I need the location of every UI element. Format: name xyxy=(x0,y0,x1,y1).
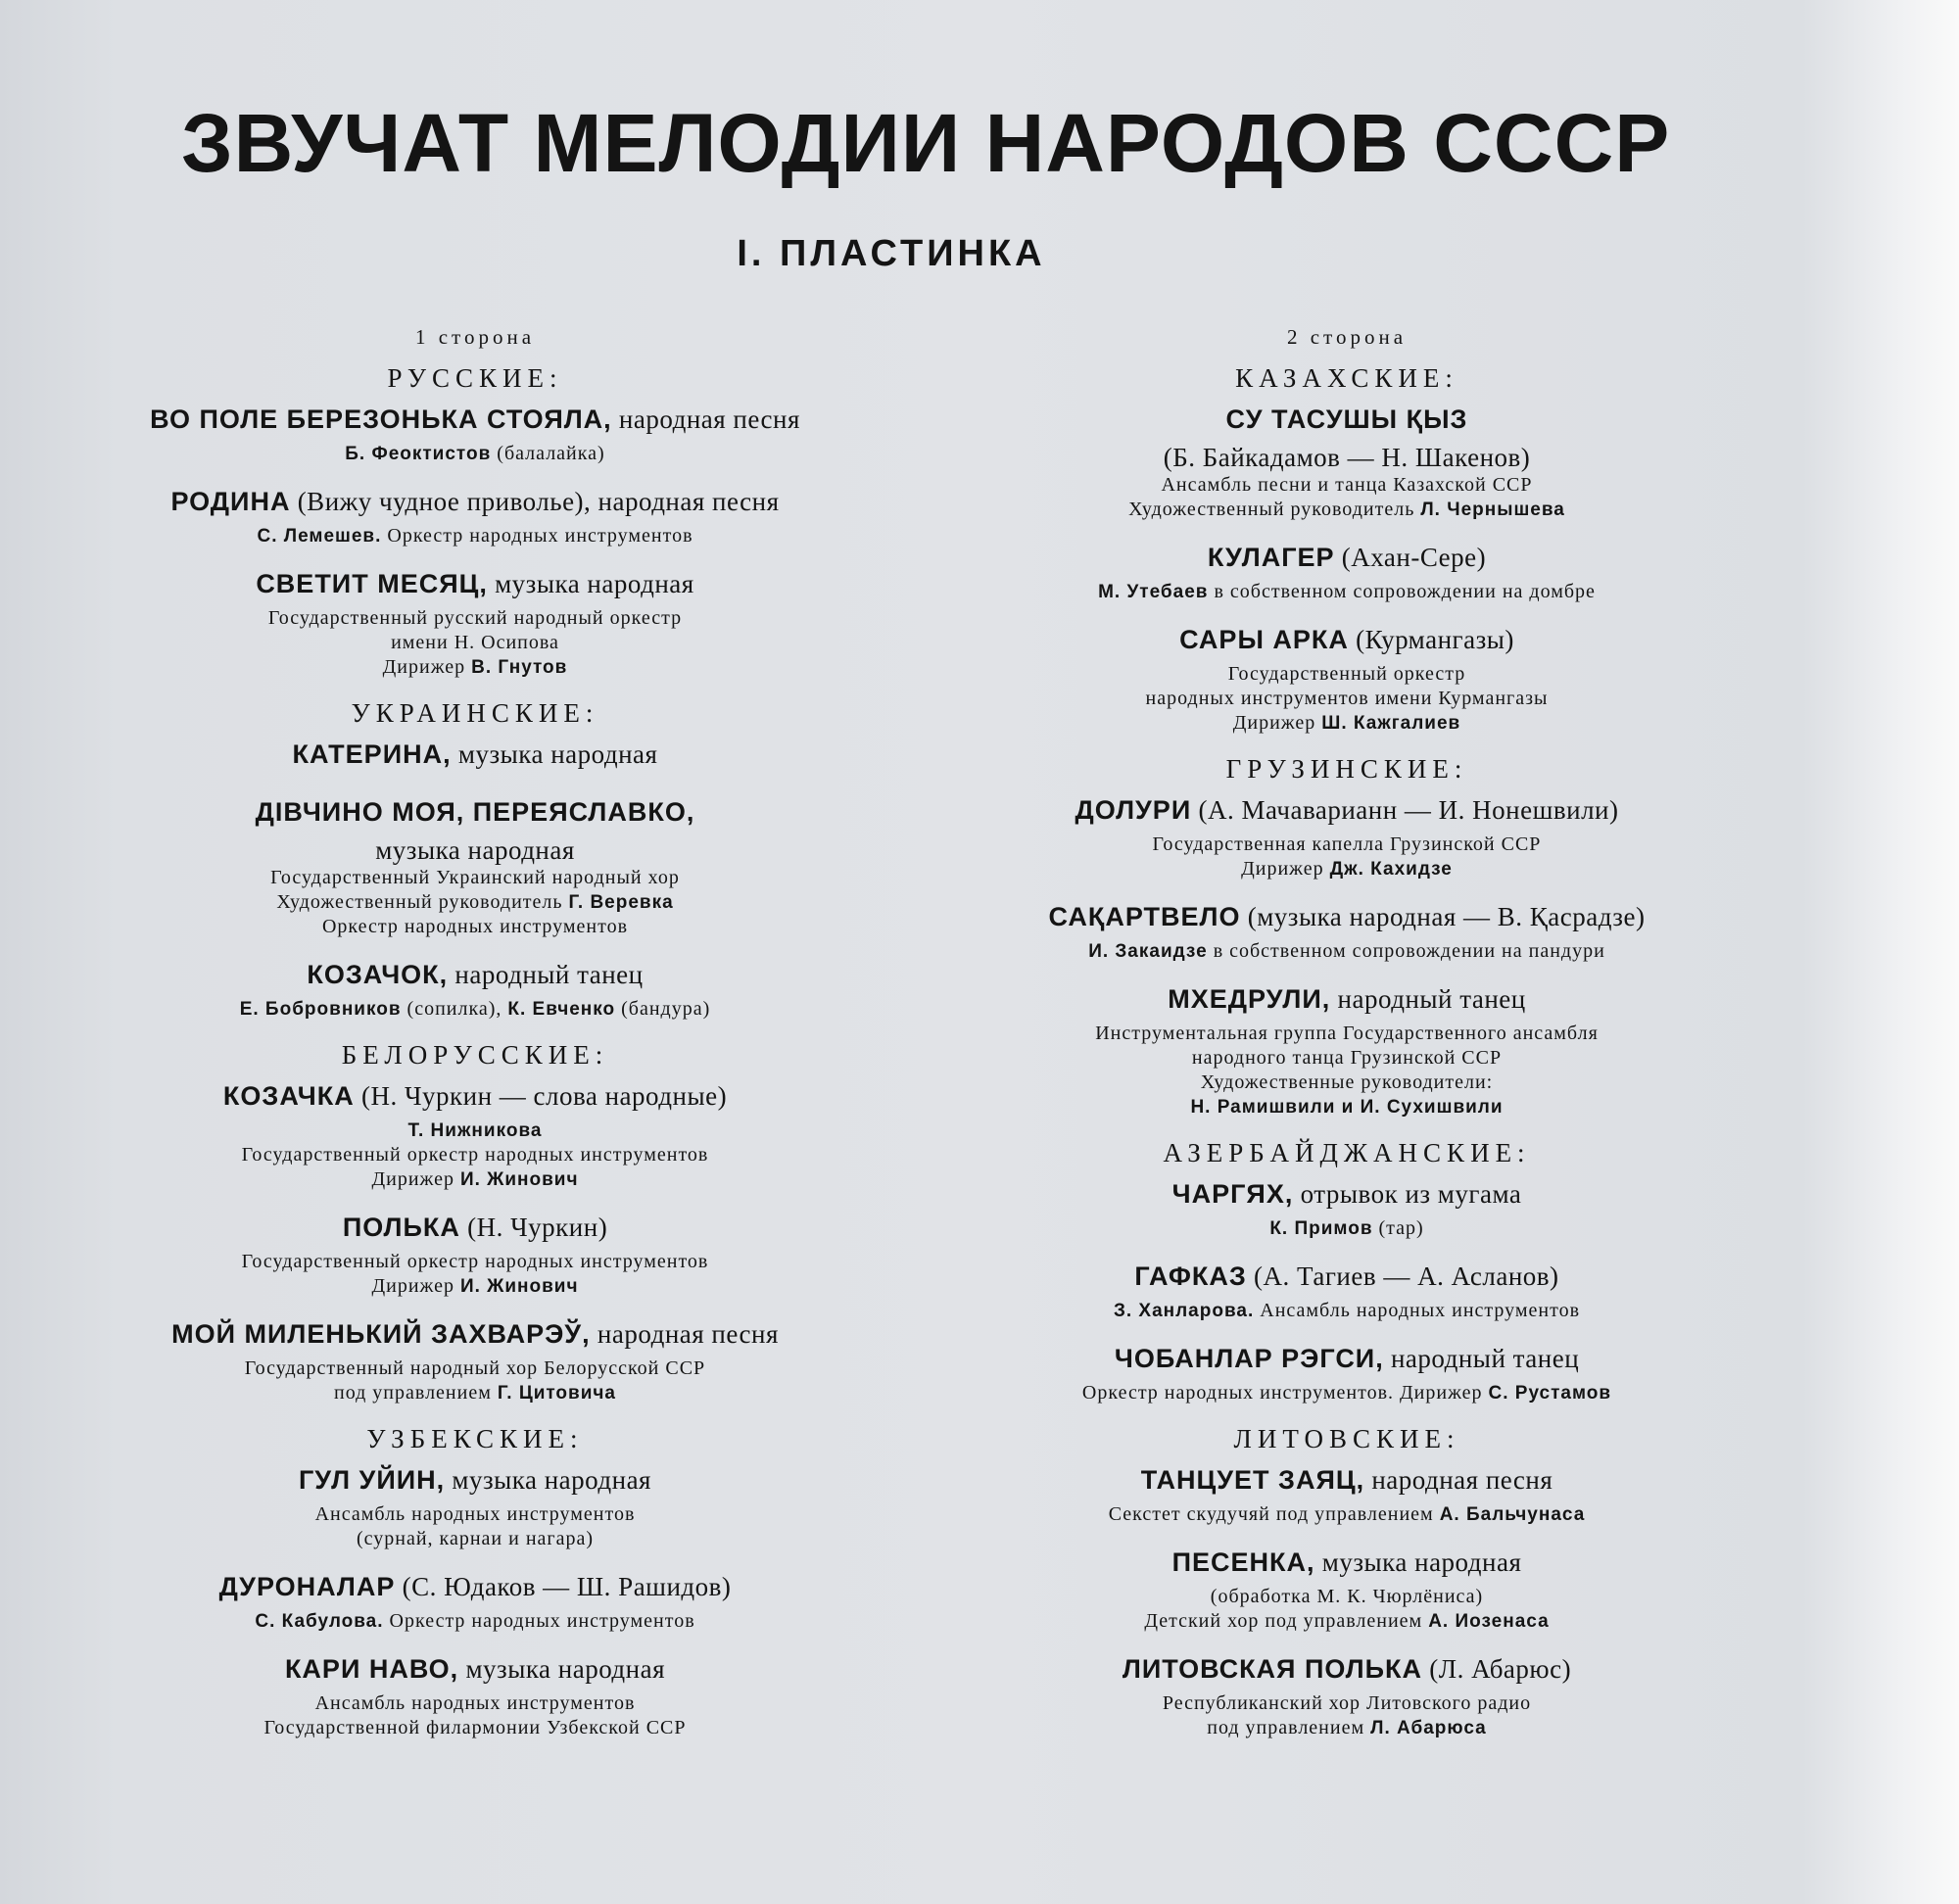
track-entry xyxy=(93,1210,857,1299)
performer-name: Л. Абарюса xyxy=(1370,1718,1487,1738)
side-1-column xyxy=(93,323,857,1758)
performer-name: Ш. Кажгалиев xyxy=(1321,713,1461,734)
track-title: ЧОБАНЛАР РЭГСИ, xyxy=(1114,1344,1384,1373)
performer-credit xyxy=(93,606,857,631)
credit-text: (бандура) xyxy=(615,998,711,1020)
credit-text: Секстет скудучяй под управлением xyxy=(1108,1503,1440,1525)
credit-text: Государственная капелла Грузинской ССР xyxy=(1152,833,1542,855)
track-title: ЧАРГЯХ, xyxy=(1171,1179,1294,1209)
track-description: музыка народная xyxy=(445,1465,651,1495)
performer-credit xyxy=(965,473,1729,498)
track-description: (Н. Чуркин) xyxy=(459,1213,608,1242)
track-title: ЛИТОВСКАЯ ПОЛЬКА xyxy=(1122,1654,1423,1684)
track-entry xyxy=(965,981,1729,1119)
track-description: отрывок из мугама xyxy=(1293,1179,1522,1209)
track-description-line: (Б. Байкадамов — Н. Шакенов) xyxy=(1163,443,1531,472)
track-title: САҚАРТВЕЛО xyxy=(1048,902,1241,931)
performer-name: С. Лемешев. xyxy=(257,526,382,547)
track-entry xyxy=(965,1176,1729,1241)
track-entry xyxy=(965,402,1729,522)
track-title-line xyxy=(93,737,857,777)
credit-text: Художественный руководитель xyxy=(1128,499,1421,520)
credit-text: Государственный оркестр народных инструментов xyxy=(241,1144,709,1166)
track-title-line xyxy=(93,1651,857,1691)
credit-text: (обработка М. К. Чюрлёниса) xyxy=(1210,1586,1484,1607)
track-title-line xyxy=(93,1462,857,1502)
track-title: ДОЛУРИ xyxy=(1075,795,1192,825)
performer-name: Г. Цитовича xyxy=(497,1383,616,1404)
track-title-line xyxy=(965,540,1729,580)
performer-credit xyxy=(93,1381,857,1405)
performer-credit xyxy=(965,662,1729,687)
credit-text: Оркестр народных инструментов. Дирижер xyxy=(1081,1382,1489,1404)
performer-credit xyxy=(93,1527,857,1551)
nationality-group xyxy=(93,697,857,1022)
track-entry xyxy=(965,899,1729,964)
nationality-group xyxy=(965,1137,1729,1405)
credit-text: Дирижер xyxy=(371,1275,460,1297)
track-title: РОДИНА xyxy=(170,487,291,516)
track-description: народный танец xyxy=(1330,984,1526,1014)
performer-credit xyxy=(965,711,1729,736)
performer-name: И. Жинович xyxy=(459,1276,579,1297)
credit-text: Государственной филармонии Узбекской ССР xyxy=(263,1717,687,1738)
track-title-line xyxy=(965,1545,1729,1585)
track-title-line xyxy=(965,1259,1729,1299)
performer-name: К. Примов xyxy=(1269,1218,1373,1239)
credit-text: Ансамбль песни и танца Казахской ССР xyxy=(1161,474,1533,496)
track-title-line xyxy=(93,1078,857,1119)
nationality-heading: КАЗАХСКИЕ: xyxy=(1235,363,1458,393)
credit-text: Государственный оркестр народных инструментов xyxy=(241,1251,709,1272)
side-label: 1 сторона xyxy=(414,325,536,349)
credit-text: Ансамбль народных инструментов xyxy=(1254,1300,1581,1321)
performer-credit xyxy=(965,580,1729,604)
track-description: (А. Мачаварианн — И. Нонешвили) xyxy=(1191,795,1619,825)
performer-credit xyxy=(93,655,857,680)
track-entry xyxy=(93,484,857,548)
performer-name: И. Жинович xyxy=(459,1169,579,1190)
track-title: КОЗАЧОК, xyxy=(307,960,449,989)
performer-name: С. Рустамов xyxy=(1488,1383,1612,1404)
performer-credit xyxy=(93,1119,857,1143)
track-title: КУЛАГЕР xyxy=(1207,543,1335,572)
track-description: музыка народная xyxy=(451,739,658,769)
credit-text: под управлением xyxy=(334,1382,498,1404)
nationality-heading: БЕЛОРУССКИЕ: xyxy=(341,1040,609,1070)
performer-credit xyxy=(965,1022,1729,1046)
nationality-heading: ЛИТОВСКИЕ: xyxy=(1233,1424,1460,1453)
track-title-line xyxy=(93,957,857,997)
performer-name: И. Закаидзе xyxy=(1088,941,1208,962)
track-title: СВЕТИТ МЕСЯЦ, xyxy=(256,569,488,598)
track-title-line xyxy=(965,899,1729,939)
performer-name: Е. Бобровников xyxy=(239,999,402,1020)
track-description: народная песня xyxy=(590,1319,779,1349)
track-description: народная песня xyxy=(1364,1465,1553,1495)
track-entry xyxy=(965,1341,1729,1405)
credit-text: Дирижер xyxy=(1232,712,1322,734)
track-entry xyxy=(965,540,1729,604)
performer-credit xyxy=(93,1143,857,1167)
track-description: (Л. Абарюс) xyxy=(1422,1654,1572,1684)
nationality-group xyxy=(965,1423,1729,1740)
performer-name: С. Кабулова. xyxy=(255,1611,384,1632)
credit-text: народного танца Грузинской ССР xyxy=(1191,1047,1503,1069)
performer-credit xyxy=(93,1609,857,1634)
performer-credit xyxy=(93,631,857,655)
track-entry xyxy=(965,622,1729,736)
performer-name: В. Гнутов xyxy=(471,657,568,678)
performer-name: Дж. Кахидзе xyxy=(1329,859,1453,880)
track-title: СУ ТАСУШЫ ҚЫЗ xyxy=(1225,405,1468,434)
performer-name: А. Бальчунаса xyxy=(1439,1504,1586,1525)
performer-credit xyxy=(93,1357,857,1381)
performer-credit xyxy=(93,890,857,915)
performer-credit xyxy=(965,1071,1729,1095)
track-description: музыка народная xyxy=(1314,1547,1522,1577)
track-entry xyxy=(93,1651,857,1740)
album-title: ЗВУЧАТ МЕЛОДИИ НАРОДОВ СССР xyxy=(181,97,1671,189)
track-title-line xyxy=(965,981,1729,1022)
track-entry xyxy=(93,737,857,777)
credit-text: Оркестр народных инструментов xyxy=(381,525,693,547)
track-title: КАРИ НАВО, xyxy=(284,1654,459,1684)
track-title: САРЫ АРКА xyxy=(1179,625,1349,654)
nationality-heading: ГРУЗИНСКИЕ: xyxy=(1225,754,1468,784)
track-description: (музыка народная — В. Қасрадзе) xyxy=(1240,902,1646,931)
performer-credit xyxy=(965,1609,1729,1634)
credit-text: Оркестр народных инструментов xyxy=(383,1610,695,1632)
performer-credit xyxy=(93,866,857,890)
track-entry xyxy=(93,957,857,1022)
performer-credit xyxy=(965,498,1729,522)
performer-credit xyxy=(965,833,1729,857)
credit-text: Художественные руководители: xyxy=(1200,1071,1494,1093)
performer-credit xyxy=(93,442,857,466)
performer-credit xyxy=(93,1274,857,1299)
performer-credit xyxy=(93,524,857,548)
credit-text: Дирижер xyxy=(371,1168,460,1190)
credit-text: в собственном сопровождении на домбре xyxy=(1208,581,1596,602)
performer-credit xyxy=(965,1299,1729,1323)
performer-credit xyxy=(93,915,857,939)
performer-name: Б. Феоктистов xyxy=(345,444,492,464)
track-title: ДУРОНАЛАР xyxy=(218,1572,396,1601)
track-description: (Н. Чуркин — слова народные) xyxy=(354,1081,728,1111)
performer-name: З. Ханларова. xyxy=(1113,1301,1255,1321)
track-entry xyxy=(965,1651,1729,1740)
record-subtitle: I. ПЛАСТИНКА xyxy=(737,233,1046,274)
performer-name: А. Иозенаса xyxy=(1428,1611,1550,1632)
side-label: 2 сторона xyxy=(1286,325,1408,349)
credit-text: Республиканский хор Литовского радио xyxy=(1162,1692,1532,1714)
nationality-group xyxy=(93,362,857,680)
track-entry xyxy=(965,792,1729,881)
credit-text: Государственный русский народный оркестр xyxy=(267,607,683,629)
credit-text: Ансамбль народных инструментов xyxy=(314,1692,636,1714)
nationality-heading: РУССКИЕ: xyxy=(387,363,563,393)
performer-credit xyxy=(965,1095,1729,1119)
credit-text: Художественный руководитель xyxy=(276,891,569,913)
track-description: (А. Тагиев — А. Асланов) xyxy=(1246,1261,1559,1291)
track-description-line: музыка народная xyxy=(375,835,575,865)
track-title-line xyxy=(93,794,857,834)
track-entry xyxy=(93,1078,857,1192)
nationality-heading: АЗЕРБАЙДЖАНСКИЕ: xyxy=(1163,1138,1531,1167)
nationality-group xyxy=(93,1039,857,1405)
track-description: музыка народная xyxy=(487,569,694,598)
track-title: КОЗАЧКА xyxy=(222,1081,355,1111)
track-title-line xyxy=(965,792,1729,833)
track-description: (С. Юдаков — Ш. Рашидов) xyxy=(395,1572,732,1601)
track-description: (Курмангазы) xyxy=(1348,625,1514,654)
track-description: народный танец xyxy=(448,960,644,989)
performer-credit xyxy=(965,1216,1729,1241)
credit-text: Государственный Украинский народный хор xyxy=(270,867,680,888)
track-description: (Вижу чудное приволье), народная песня xyxy=(290,487,780,516)
track-entry xyxy=(93,402,857,466)
track-title-line xyxy=(93,402,857,442)
credit-text: Дирижер xyxy=(382,656,472,678)
performer-credit xyxy=(965,1502,1729,1527)
performer-name: Н. Рамишвили и И. Сухишвили xyxy=(1190,1097,1504,1118)
performer-credit xyxy=(965,1046,1729,1071)
track-title-line xyxy=(965,622,1729,662)
performer-credit xyxy=(965,857,1729,881)
performer-credit xyxy=(965,1585,1729,1609)
track-entry xyxy=(965,1462,1729,1527)
track-title-line xyxy=(93,1210,857,1250)
performer-credit xyxy=(965,1691,1729,1716)
track-title: МОЙ МИЛЕНЬКИЙ ЗАХВАРЭЎ, xyxy=(171,1319,591,1349)
performer-name: К. Евченко xyxy=(507,999,616,1020)
performer-credit xyxy=(93,997,857,1022)
track-title: ГУЛ УЙИН, xyxy=(299,1465,446,1495)
performer-credit xyxy=(93,1250,857,1274)
performer-credit xyxy=(93,1502,857,1527)
nationality-heading: УЗБЕКСКИЕ: xyxy=(366,1424,584,1453)
track-entry xyxy=(965,1545,1729,1634)
track-entry xyxy=(93,566,857,680)
track-entry xyxy=(965,1259,1729,1323)
credit-text: Инструментальная группа Государственного ансамбля xyxy=(1095,1023,1599,1044)
nationality-group xyxy=(965,362,1729,736)
track-entry xyxy=(93,1569,857,1634)
track-title: МХЕДРУЛИ, xyxy=(1168,984,1331,1014)
track-title-line xyxy=(965,1462,1729,1502)
track-title-line xyxy=(93,566,857,606)
credit-text: Дирижер xyxy=(1241,858,1330,880)
credit-text: Оркестр народных инструментов xyxy=(321,916,629,937)
credit-text: Государственный оркестр xyxy=(1227,663,1466,685)
track-title: ПОЛЬКА xyxy=(342,1213,460,1242)
performer-credit xyxy=(965,687,1729,711)
nationality-heading: УКРАИНСКИЕ: xyxy=(351,698,599,728)
track-title-line xyxy=(965,1651,1729,1691)
track-title: ВО ПОЛЕ БЕРЕЗОНЬКА СТОЯЛА, xyxy=(150,405,612,434)
performer-name: Л. Чернышева xyxy=(1420,500,1565,520)
performer-credit xyxy=(93,1691,857,1716)
credit-text: (сопилка), xyxy=(401,998,508,1020)
track-title-line xyxy=(93,1316,857,1357)
credit-text: Ансамбль народных инструментов xyxy=(314,1503,636,1525)
performer-credit xyxy=(93,1716,857,1740)
track-entry xyxy=(93,794,857,939)
performer-credit xyxy=(93,1167,857,1192)
track-description: народный танец xyxy=(1383,1344,1580,1373)
side-2-column xyxy=(965,323,1729,1758)
credit-text: (сурнай, карнаи и нагара) xyxy=(356,1528,595,1549)
performer-credit xyxy=(965,939,1729,964)
performer-name: Г. Веревка xyxy=(568,892,674,913)
performer-name: М. Утебаев xyxy=(1098,582,1209,602)
track-description: (Ахан-Сере) xyxy=(1334,543,1487,572)
track-title-line xyxy=(93,484,857,524)
credit-text: под управлением xyxy=(1207,1717,1371,1738)
credit-text: (балалайка) xyxy=(491,443,605,464)
track-title-line xyxy=(965,402,1729,442)
track-title: ПЕСЕНКА, xyxy=(1171,1547,1315,1577)
credit-text: в собственном сопровождении на пандури xyxy=(1207,940,1605,962)
track-title: ДІВЧИНО МОЯ, ПЕРЕЯСЛАВКО, xyxy=(255,797,695,827)
credit-text: (тар) xyxy=(1372,1217,1424,1239)
credit-text: народных инструментов имени Курмангазы xyxy=(1145,688,1549,709)
track-title: КАТЕРИНА, xyxy=(292,739,452,769)
performer-credit xyxy=(965,1381,1729,1405)
track-description: музыка народная xyxy=(458,1654,666,1684)
credit-text: имени Н. Осипова xyxy=(391,632,559,653)
performer-name: Т. Нижникова xyxy=(407,1120,543,1141)
track-title-line xyxy=(965,1176,1729,1216)
track-title-line xyxy=(965,1341,1729,1381)
track-title-line xyxy=(93,1569,857,1609)
nationality-group xyxy=(965,753,1729,1119)
track-entry xyxy=(93,1462,857,1551)
track-title: ТАНЦУЕТ ЗАЯЦ, xyxy=(1140,1465,1365,1495)
performer-credit xyxy=(965,1716,1729,1740)
nationality-group xyxy=(93,1423,857,1740)
track-description: народная песня xyxy=(611,405,800,434)
credit-text: Детский хор под управлением xyxy=(1144,1610,1429,1632)
track-entry xyxy=(93,1316,857,1405)
credit-text: Государственный народный хор Белорусской ССР xyxy=(244,1357,706,1379)
track-title: ГАФКАЗ xyxy=(1134,1261,1247,1291)
